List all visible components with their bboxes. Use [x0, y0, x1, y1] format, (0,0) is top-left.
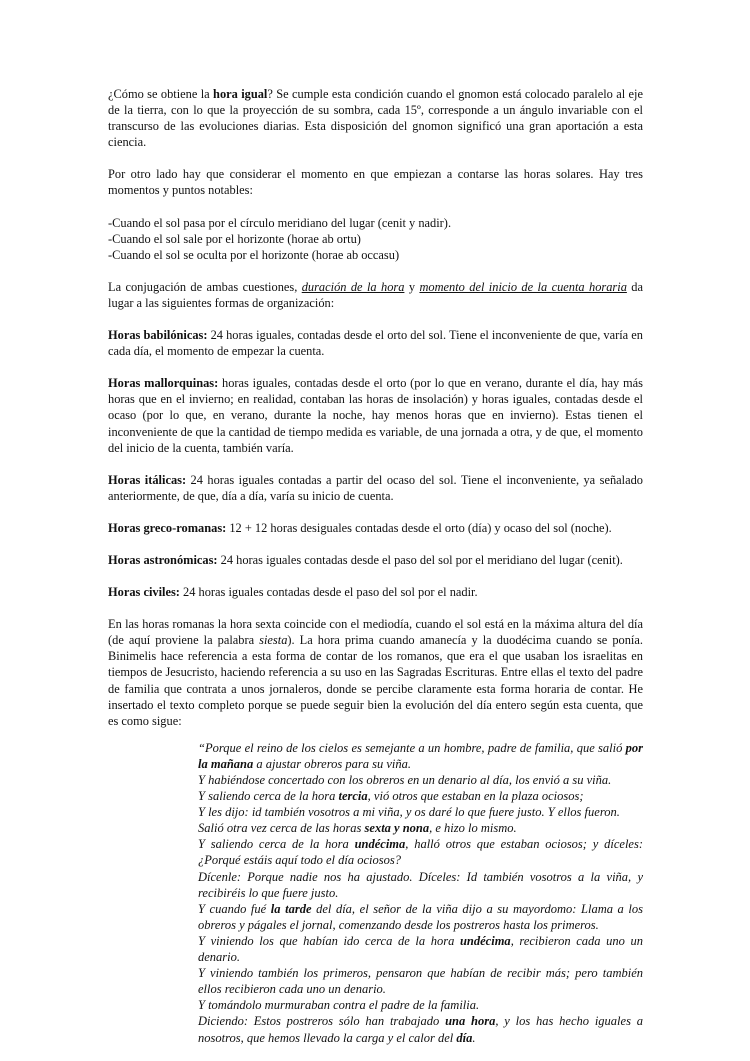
quote-line: Y saliendo cerca de la hora tercia, vió otros que estaban en la plaza ociosos;	[198, 789, 584, 804]
text: y	[404, 279, 420, 294]
quote-line: Y viniendo los que habían ido cerca de la hora undécima, recibieron cada uno un denario.	[198, 933, 643, 965]
paragraph-hora-igual	[108, 86, 643, 150]
scripture-quote	[198, 740, 643, 1046]
hour-system-mallorquinas	[108, 375, 643, 455]
moment-item: -Cuando el sol sale por el horizonte (horae ab ortu)	[108, 231, 361, 246]
hour-system-civiles	[108, 584, 643, 600]
quote-line: Dícenle: Porque nadie nos ha ajustado. Díceles: Id también vosotros a la viña, y recibiréis lo que fuere justo.	[198, 869, 643, 900]
hour-system-text: 12 + 12 horas desiguales contadas desde el orto (día) y ocaso del sol (noche).	[226, 520, 612, 535]
hour-system-babilonicas	[108, 327, 643, 359]
paragraph-horas-romanas	[108, 616, 643, 729]
quote-line: Y habiéndose concertado con los obreros en un denario al día, los envió a su viña.	[198, 773, 612, 787]
document-page	[108, 86, 643, 1046]
term-hora-igual: hora igual	[213, 87, 268, 101]
moments-list	[108, 215, 643, 263]
hour-system-italicas	[108, 472, 643, 504]
hour-system-greco-romanas	[108, 520, 643, 536]
hour-system-text: horas iguales, contadas desde el orto (por lo que en verano, durante el día, hay más horas que en el invierno; en realidad, contaban las horas de insolación) y horas iguales, contadas desde el ocaso (por lo que, en verano, durante la noche, hay menos horas que en invierno). Estas tienen el inconveniente de que la cantidad de tiempo medida es variable, de una jornada a otra, y de que, el momento del inicio de la cuenta, también varía.	[108, 376, 643, 455]
hour-system-term: Horas greco-romanas:	[108, 520, 227, 535]
quote-line: Y les dijo: id también vosotros a mi viña, y os daré lo que fuere justo. Y ellos fueron.	[198, 805, 620, 820]
paragraph-momentos: Por otro lado hay que considerar el momento en que empiezan a contarse las horas solares. Hay tres momentos y puntos notables:	[108, 167, 643, 198]
quote-line: “Porque el reino de los cielos es semejante a un hombre, padre de familia, que salió por la mañana a ajustar obreros para su viña.	[198, 740, 643, 771]
moment-item: -Cuando el sol se oculta por el horizonte (horae ab occasu)	[108, 247, 400, 262]
text: ¿Cómo se obtiene la	[108, 87, 214, 101]
underlined-term: duración de la hora	[301, 279, 405, 294]
hour-system-term: Horas civiles:	[108, 585, 180, 600]
hour-system-term: Horas babilónicas:	[108, 328, 208, 343]
italic-word: siesta	[259, 633, 288, 648]
text: En las horas romanas la hora sexta coincide con el mediodía, cuando el sol está en la máxima altura del día (de aquí proviene la palabra	[108, 617, 643, 648]
quote-line: Y viniendo también los primeros, pensaron que habían de recibir más; pero también ellos recibieron cada uno un denario.	[198, 966, 643, 997]
underlined-term: momento del inicio de la cuenta horaria	[419, 279, 627, 294]
hour-system-term: Horas itálicas:	[108, 472, 187, 487]
hour-system-text: 24 horas iguales contadas desde el paso del sol por el nadir.	[179, 585, 478, 600]
text: ). La hora prima cuando amanecía y la duodécima cuando se ponía. Binimelis hace referencia a esta forma de contar de los romanos, que era el que usaban los israelitas en tiempos de Jesucristo, haciendo referencia a su uso en las Sagradas Escrituras. Entre ellas el texto del padre de familia que contrata a unos jornaleros, donde se percibe claramente esta forma horaria de contar. He insertado el texto completo porque se puede seguir bien la evolución del día entero según esta cuenta, que es como sigue:	[108, 633, 643, 728]
quote-line: Y tomándolo murmuraban contra el padre de la familia.	[198, 998, 480, 1013]
text: ? Se cumple esta condición cuando el gnomon está colocado paralelo al eje de la tierra, con lo que la proyección de su sombra, cada 15º, corresponde a un ángulo invariable con el transcurso de las evoluciones diarias. Esta disposición del gnomon significó una gran aportación a esta ciencia.	[108, 87, 644, 150]
text: da lugar a las siguientes formas de organización:	[108, 279, 643, 310]
hour-system-term: Horas astronómicas:	[108, 552, 218, 567]
quote-line: Y cuando fué la tarde del día, el señor de la viña dijo a su mayordomo: Llama a los obreros y págales el jornal, comenzando desde los postreros hasta los primeros.	[198, 901, 643, 932]
paragraph-conjugacion	[108, 279, 643, 311]
hour-system-term: Horas mallorquinas:	[108, 376, 219, 391]
hour-system-text: 24 horas iguales, contadas desde el orto del sol. Tiene el inconveniente de que, varía en cada día, el momento de empezar la cuenta.	[108, 328, 643, 359]
text: La conjugación de ambas cuestiones,	[108, 279, 302, 294]
quote-line: Diciendo: Estos postreros sólo han trabajado una hora, y los has hecho iguales a nosotros, que hemos llevado la carga y el calor del día.	[198, 1014, 643, 1045]
quote-line: Y saliendo cerca de la hora undécima, halló otros que estaban ociosos; y díceles: ¿Porqué estáis aquí todo el día ociosos?	[198, 837, 643, 868]
hour-system-astronomicas	[108, 552, 643, 568]
moment-item: -Cuando el sol pasa por el círculo meridiano del lugar (cenit y nadir).	[108, 215, 452, 230]
hour-system-text: 24 horas iguales contadas desde el paso del sol por el meridiano del lugar (cenit).	[217, 552, 623, 567]
quote-line: Salió otra vez cerca de las horas sexta y nona, e hizo lo mismo.	[198, 821, 517, 836]
hour-system-text: 24 horas iguales contadas a partir del ocaso del sol. Tiene el inconveniente, ya señalado anteriormente, de que, día a día, varía su inicio de cuenta.	[108, 472, 643, 503]
